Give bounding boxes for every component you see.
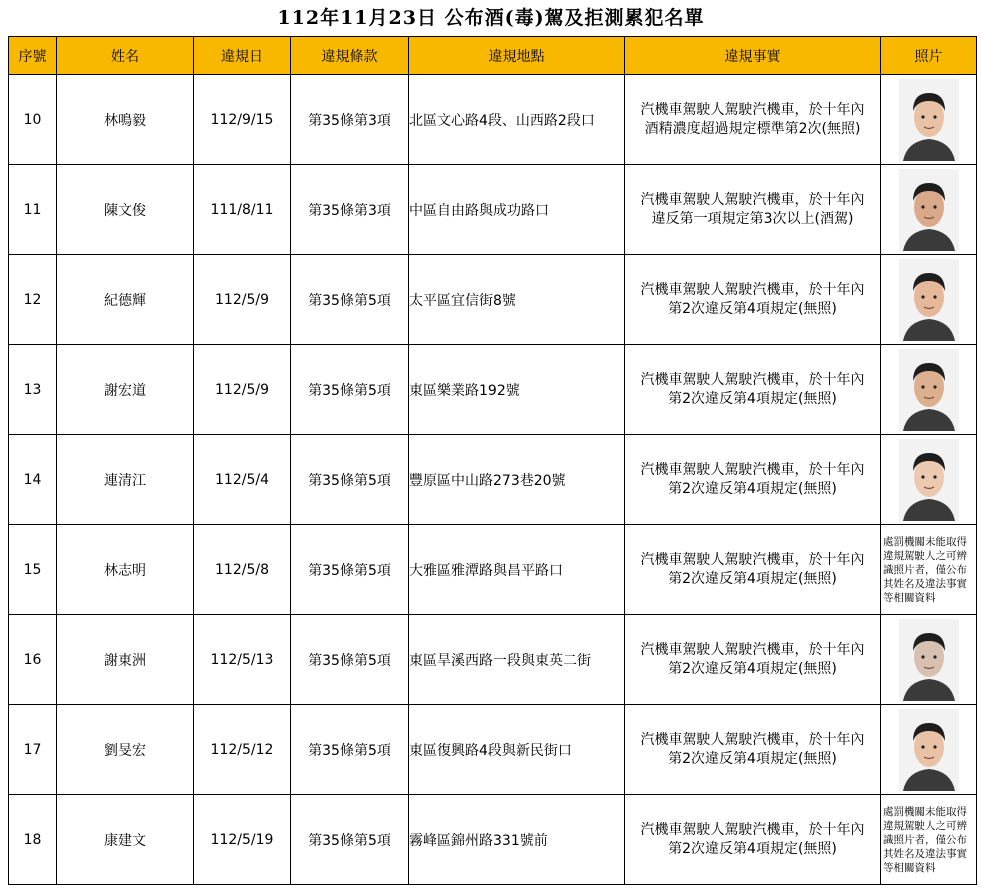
row-fact-line1: 汽機車駕駛人駕駛汽機車，於十年內 xyxy=(640,191,865,208)
table-row xyxy=(9,435,977,525)
header-clause: 違規條款 xyxy=(291,37,409,75)
row-number: 14 xyxy=(9,435,57,525)
row-date: 112/5/4 xyxy=(194,435,291,525)
row-clause: 第35條第5項 xyxy=(291,255,409,345)
row-fact-line1: 汽機車駕駛人駕駛汽機車，於十年內 xyxy=(640,551,865,568)
row-clause: 第35條第5項 xyxy=(291,345,409,435)
row-fact-line1: 汽機車駕駛人駕駛汽機車，於十年內 xyxy=(640,101,865,118)
row-name: 謝宏道 xyxy=(57,345,194,435)
row-fact xyxy=(625,165,881,255)
row-name: 康建文 xyxy=(57,795,194,885)
row-number: 12 xyxy=(9,255,57,345)
row-fact xyxy=(625,255,881,345)
row-name: 紀德輝 xyxy=(57,255,194,345)
row-name: 謝東洲 xyxy=(57,615,194,705)
row-fact-line1: 汽機車駕駛人駕駛汽機車，於十年內 xyxy=(640,821,865,838)
row-place: 中區自由路與成功路口 xyxy=(409,165,625,255)
row-fact xyxy=(625,795,881,885)
row-fact-line2: 第2次違反第4項規定(無照) xyxy=(668,750,837,767)
row-fact-line2: 第2次違反第4項規定(無照) xyxy=(668,480,837,497)
table-row xyxy=(9,75,977,165)
row-fact-line1: 汽機車駕駛人駕駛汽機車，於十年內 xyxy=(640,641,865,658)
table-row xyxy=(9,705,977,795)
row-date: 111/8/11 xyxy=(194,165,291,255)
row-place: 太平區宜信街8號 xyxy=(409,255,625,345)
row-date: 112/5/12 xyxy=(194,705,291,795)
row-place: 東區旱溪西路一段與東英二街 xyxy=(409,615,625,705)
row-name: 林鳴毅 xyxy=(57,75,194,165)
portrait-photo xyxy=(899,439,959,521)
header-photo: 照片 xyxy=(881,37,977,75)
row-fact-line2: 酒精濃度超過規定標準第2次(無照) xyxy=(644,120,861,137)
row-fact-line2: 第2次違反第4項規定(無照) xyxy=(668,390,837,407)
row-clause: 第35條第5項 xyxy=(291,615,409,705)
row-fact xyxy=(625,705,881,795)
table-row xyxy=(9,525,977,615)
header-date: 違規日 xyxy=(194,37,291,75)
table-row xyxy=(9,615,977,705)
row-clause: 第35條第5項 xyxy=(291,795,409,885)
row-name: 陳文俊 xyxy=(57,165,194,255)
row-photo xyxy=(881,705,977,795)
row-place: 大雅區雅潭路與昌平路口 xyxy=(409,525,625,615)
row-fact-line1: 汽機車駕駛人駕駛汽機車，於十年內 xyxy=(640,371,865,388)
row-photo xyxy=(881,795,977,885)
portrait-photo xyxy=(899,349,959,431)
table-row xyxy=(9,255,977,345)
row-date: 112/5/8 xyxy=(194,525,291,615)
row-fact-line1: 汽機車駕駛人駕駛汽機車，於十年內 xyxy=(640,461,865,478)
row-place: 東區樂業路192號 xyxy=(409,345,625,435)
row-photo xyxy=(881,165,977,255)
no-photo-note: 處罰機關未能取得違規駕駛人之可辨識照片者，僅公布 其姓名及違法事實等相關資料 xyxy=(883,805,967,874)
row-fact xyxy=(625,435,881,525)
row-fact-line2: 第2次違反第4項規定(無照) xyxy=(668,840,837,857)
row-name: 劉旻宏 xyxy=(57,705,194,795)
row-place: 東區復興路4段與新民街口 xyxy=(409,705,625,795)
portrait-photo xyxy=(899,79,959,161)
row-fact-line2: 第2次違反第4項規定(無照) xyxy=(668,300,837,317)
row-fact xyxy=(625,75,881,165)
row-date: 112/5/9 xyxy=(194,345,291,435)
page-title: 112年11月23日 公布酒(毒)駕及拒測累犯名單 xyxy=(277,7,705,29)
row-number: 11 xyxy=(9,165,57,255)
row-number: 17 xyxy=(9,705,57,795)
row-fact xyxy=(625,525,881,615)
portrait-photo xyxy=(899,709,959,791)
table-row xyxy=(9,795,977,885)
row-place: 豐原區中山路273巷20號 xyxy=(409,435,625,525)
row-clause: 第35條第3項 xyxy=(291,165,409,255)
row-fact-line2: 第2次違反第4項規定(無照) xyxy=(668,660,837,677)
row-number: 10 xyxy=(9,75,57,165)
row-fact-line2: 違反第一項規定第3次以上(酒駕) xyxy=(651,210,854,227)
row-date: 112/9/15 xyxy=(194,75,291,165)
row-photo xyxy=(881,615,977,705)
row-place: 霧峰區錦州路331號前 xyxy=(409,795,625,885)
table-row xyxy=(9,345,977,435)
row-fact xyxy=(625,345,881,435)
offender-table xyxy=(8,36,977,885)
row-date: 112/5/19 xyxy=(194,795,291,885)
row-date: 112/5/13 xyxy=(194,615,291,705)
row-photo xyxy=(881,525,977,615)
header-name: 姓名 xyxy=(57,37,194,75)
row-photo xyxy=(881,255,977,345)
row-clause: 第35條第5項 xyxy=(291,525,409,615)
header-fact: 違規事實 xyxy=(625,37,881,75)
row-photo xyxy=(881,435,977,525)
row-name: 連清江 xyxy=(57,435,194,525)
row-photo xyxy=(881,345,977,435)
row-fact-line2: 第2次違反第4項規定(無照) xyxy=(668,570,837,587)
row-number: 13 xyxy=(9,345,57,435)
row-date: 112/5/9 xyxy=(194,255,291,345)
row-fact-line1: 汽機車駕駛人駕駛汽機車，於十年內 xyxy=(640,281,865,298)
row-photo xyxy=(881,75,977,165)
row-clause: 第35條第5項 xyxy=(291,435,409,525)
portrait-photo xyxy=(899,619,959,701)
row-place: 北區文心路4段、山西路2段口 xyxy=(409,75,625,165)
no-photo-note: 處罰機關未能取得違規駕駛人之可辨識照片者，僅公布 其姓名及違法事實等相關資料 xyxy=(883,535,967,604)
row-number: 18 xyxy=(9,795,57,885)
header-no: 序號 xyxy=(9,37,57,75)
header-place: 違規地點 xyxy=(409,37,625,75)
row-clause: 第35條第3項 xyxy=(291,75,409,165)
row-fact-line1: 汽機車駕駛人駕駛汽機車，於十年內 xyxy=(640,731,865,748)
row-fact xyxy=(625,615,881,705)
row-number: 15 xyxy=(9,525,57,615)
row-number: 16 xyxy=(9,615,57,705)
table-row xyxy=(9,165,977,255)
row-clause: 第35條第5項 xyxy=(291,705,409,795)
portrait-photo xyxy=(899,259,959,341)
row-name: 林志明 xyxy=(57,525,194,615)
portrait-photo xyxy=(899,169,959,251)
table-header-row xyxy=(9,37,977,75)
